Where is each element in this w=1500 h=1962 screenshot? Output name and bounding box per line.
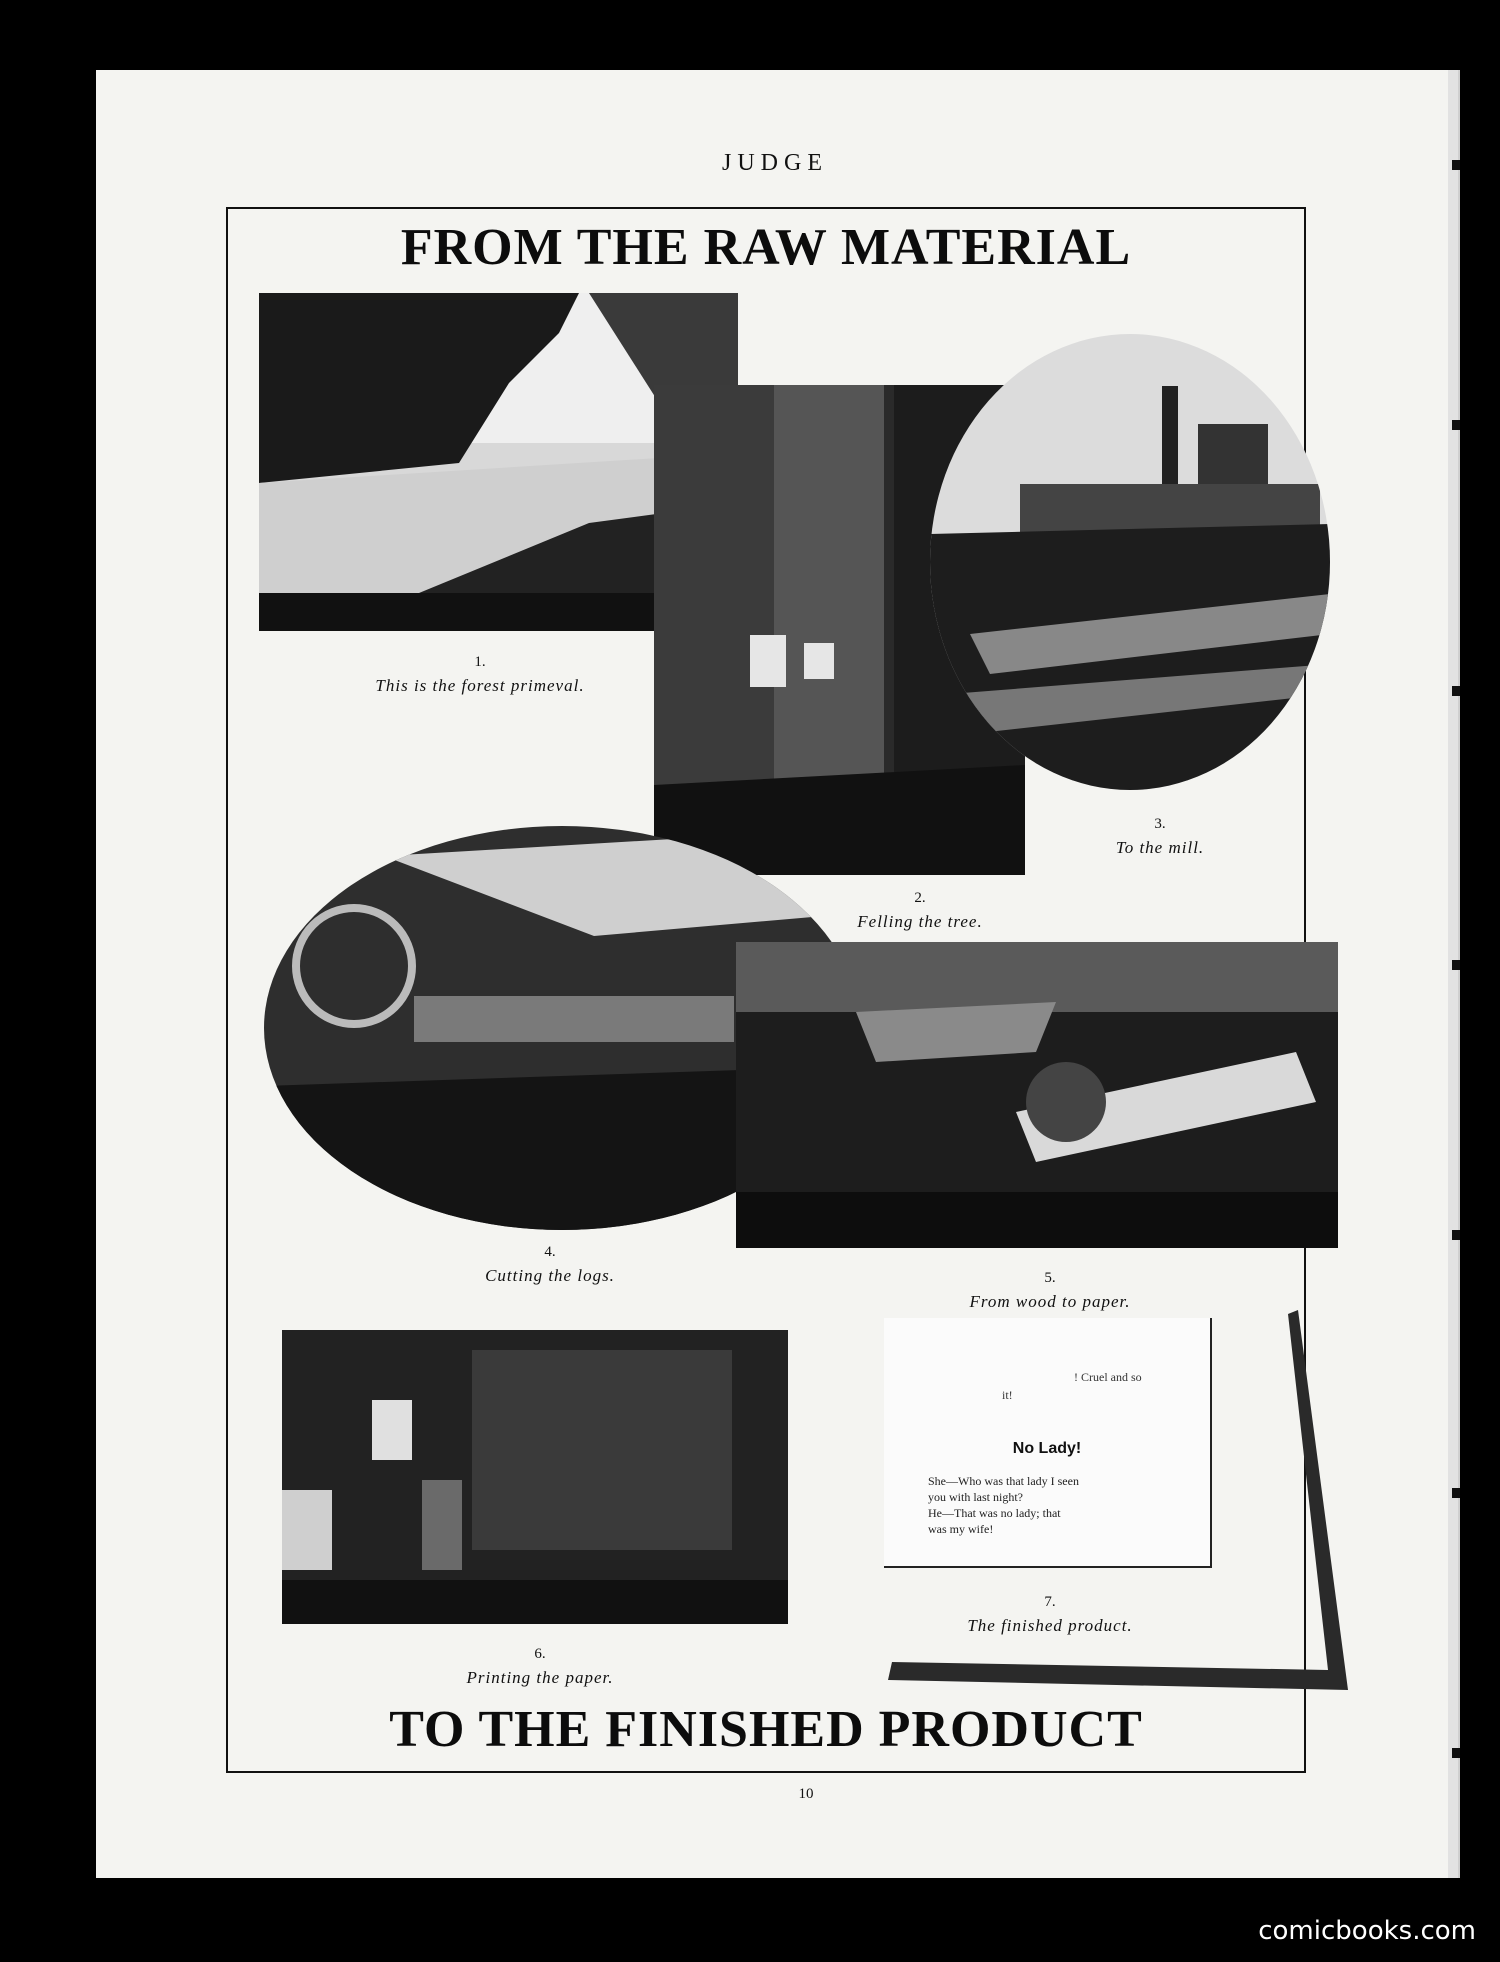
caption-4 xyxy=(440,1240,660,1288)
caption-text: Felling the tree. xyxy=(857,912,983,931)
headline-top: FROM THE RAW MATERIAL xyxy=(400,219,1132,276)
clipping-line: you with last night? xyxy=(928,1490,1023,1504)
caption-text: Cutting the logs. xyxy=(485,1266,615,1285)
finished-product-clipping xyxy=(884,1318,1212,1568)
watermark: comicbooks.com xyxy=(1258,1916,1476,1946)
caption-1 xyxy=(300,650,660,698)
headline-bottom: TO THE FINISHED PRODUCT xyxy=(389,1701,1143,1758)
page-number: 10 xyxy=(798,1786,814,1802)
photo-printing xyxy=(282,1330,788,1624)
binding-mark xyxy=(1452,420,1460,430)
caption-text: To the mill. xyxy=(1115,838,1205,857)
caption-number: 5. xyxy=(1044,1270,1056,1286)
caption-number: 2. xyxy=(914,890,926,906)
caption-number: 3. xyxy=(1154,816,1166,832)
clipping-line: was my wife! xyxy=(928,1522,994,1536)
caption-number: 6. xyxy=(534,1646,546,1662)
caption-text: The finished product. xyxy=(967,1616,1133,1635)
binding-mark xyxy=(1452,686,1460,696)
clipping-fragment: ! Cruel and so xyxy=(1074,1370,1142,1384)
photo-paper-machine xyxy=(736,942,1338,1248)
caption-2 xyxy=(820,886,1020,934)
clipping-line: He—That was no lady; that xyxy=(928,1506,1061,1520)
caption-number: 7. xyxy=(1044,1594,1056,1610)
clipping-line: She—Who was that lady I seen xyxy=(928,1474,1079,1488)
binding-mark xyxy=(1452,1748,1460,1758)
caption-text: From wood to paper. xyxy=(969,1292,1131,1311)
caption-number: 1. xyxy=(474,654,486,670)
clipping-fragment: it! xyxy=(1002,1388,1013,1402)
caption-text: This is the forest primeval. xyxy=(375,676,585,695)
binding-mark xyxy=(1452,1230,1460,1240)
binding-mark xyxy=(1452,160,1460,170)
caption-number: 4. xyxy=(544,1244,556,1260)
caption-7 xyxy=(920,1590,1180,1638)
clipping-title: No Lady! xyxy=(1012,1440,1082,1457)
magazine-title: JUDGE xyxy=(722,150,828,176)
binding-mark xyxy=(1452,960,1460,970)
page-edge xyxy=(1448,70,1458,1878)
binding-mark xyxy=(1452,1488,1460,1498)
caption-3 xyxy=(1040,812,1280,860)
caption-6 xyxy=(420,1642,660,1690)
caption-text: Printing the paper. xyxy=(466,1668,614,1687)
photo-mill xyxy=(930,334,1330,790)
